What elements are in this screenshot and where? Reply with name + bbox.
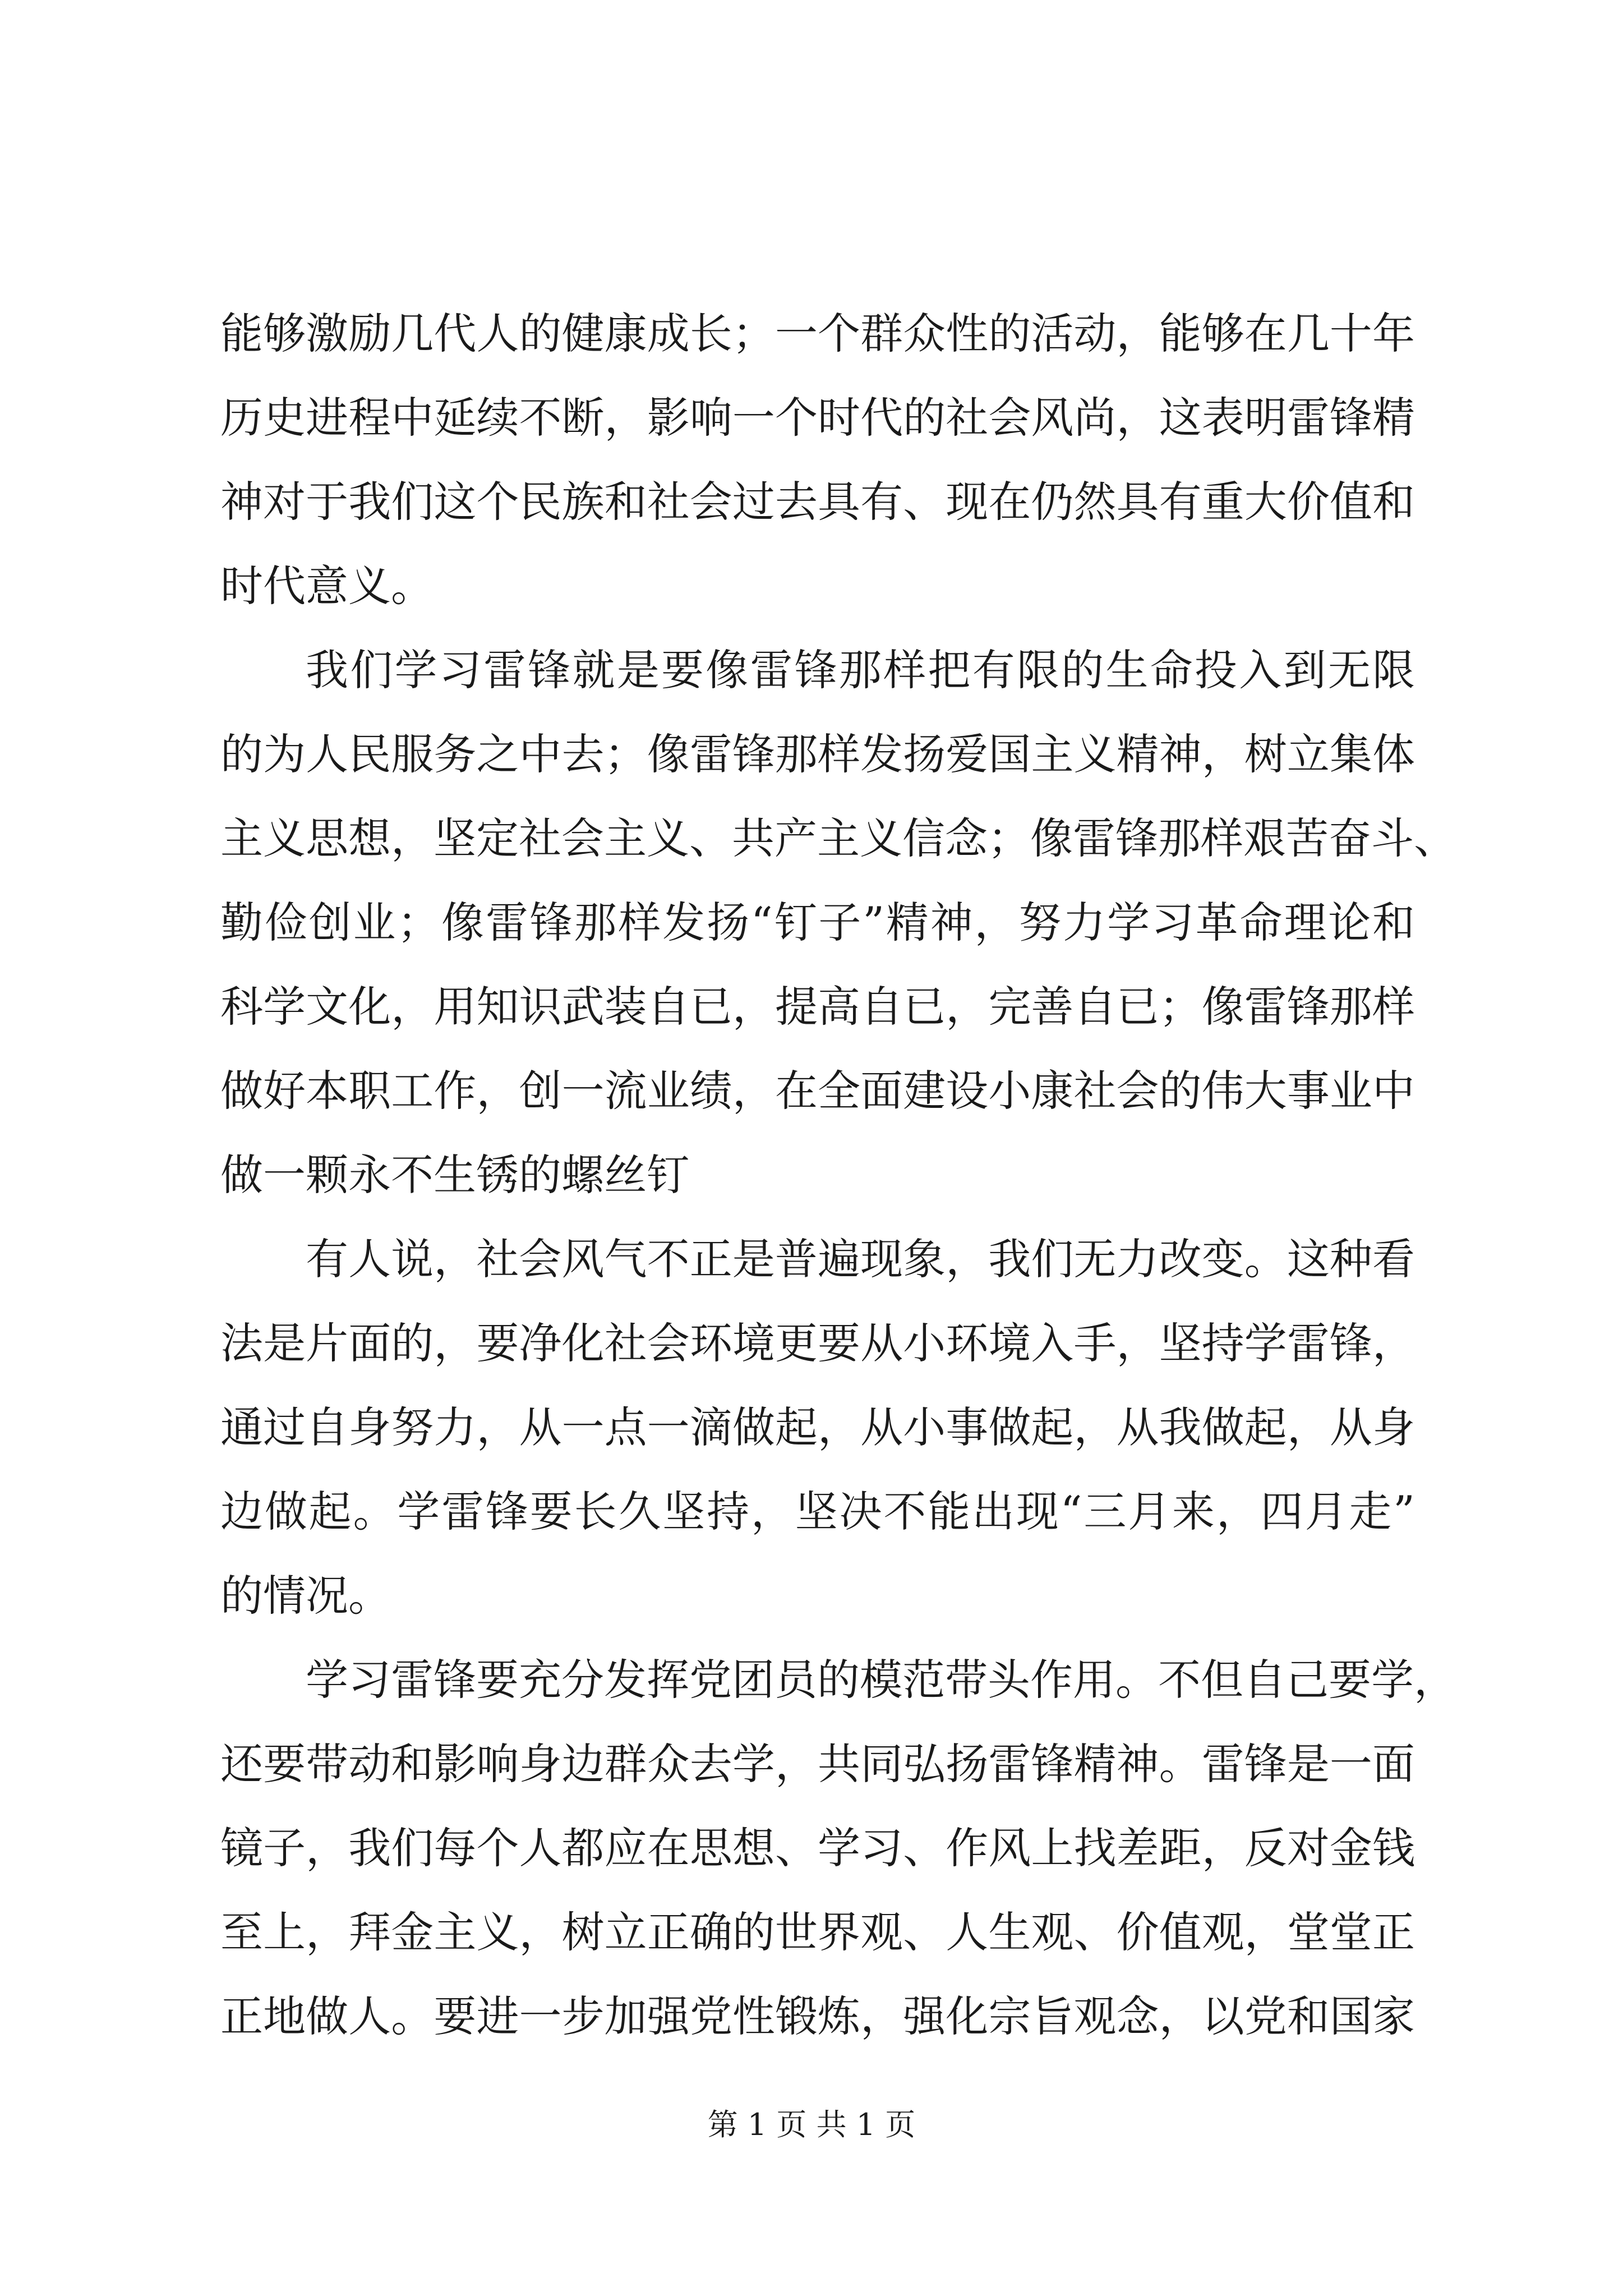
page-number-footer: 第 1 页 共 1 页 [707,2107,916,2142]
text-line: 边做起。学雷锋要长久坚持，坚决不能出现“三月来，四月走” [220,1487,1415,1536]
text-line: 镜子，我们每个人都应在思想、学习、作风上找差距，反对金钱 [220,1823,1415,1873]
paragraph-first-line: 学习雷锋要充分发挥党团员的模范带头作用。不但自己要学， [306,1655,1456,1705]
body-text [220,292,1456,2059]
text-line: 正地做人。要进一步加强党性锻炼，强化宗旨观念，以党和国家 [220,1991,1415,2041]
text-line: 做好本职工作，创一流业绩，在全面建设小康社会的伟大事业中 [220,1066,1415,1116]
text-line: 的情况。 [220,1571,391,1621]
text-line: 法是片面的，要净化社会环境更要从小环境入手，坚持学雷锋， [220,1318,1415,1368]
text-line: 历史进程中延续不断，影响一个时代的社会风尚，这表明雷锋精 [220,393,1415,443]
paragraph-first-line: 有人说，社会风气不正是普遍现象，我们无力改变。这种看 [306,1234,1415,1284]
paragraph-first-line: 我们学习雷锋就是要像雷锋那样把有限的生命投入到无限 [306,645,1415,695]
text-line: 至上，拜金主义，树立正确的世界观、人生观、价值观，堂堂正 [220,1907,1415,1957]
text-line: 勤俭创业；像雷锋那样发扬“钉子”精神，努力学习革命理论和 [220,898,1415,947]
text-line: 通过自身努力，从一点一滴做起，从小事做起，从我做起，从身 [220,1402,1415,1452]
text-line: 科学文化，用知识武装自已，提高自已，完善自已；像雷锋那样 [220,982,1415,1032]
text-line: 神对于我们这个民族和社会过去具有、现在仍然具有重大价值和 [220,477,1415,527]
text-line: 能够激励几代人的健康成长；一个群众性的活动，能够在几十年 [220,309,1415,358]
text-line: 主义思想，坚定社会主义、共产主义信念；像雷锋那样艰苦奋斗、 [220,813,1456,863]
text-line: 时代意义。 [220,561,434,611]
text-line: 的为人民服务之中去；像雷锋那样发扬爱国主义精神，树立集体 [220,729,1415,779]
text-line: 还要带动和影响身边群众去学，共同弘扬雷锋精神。雷锋是一面 [220,1739,1415,1789]
text-line: 做一颗永不生锈的螺丝钉 [220,1150,689,1200]
